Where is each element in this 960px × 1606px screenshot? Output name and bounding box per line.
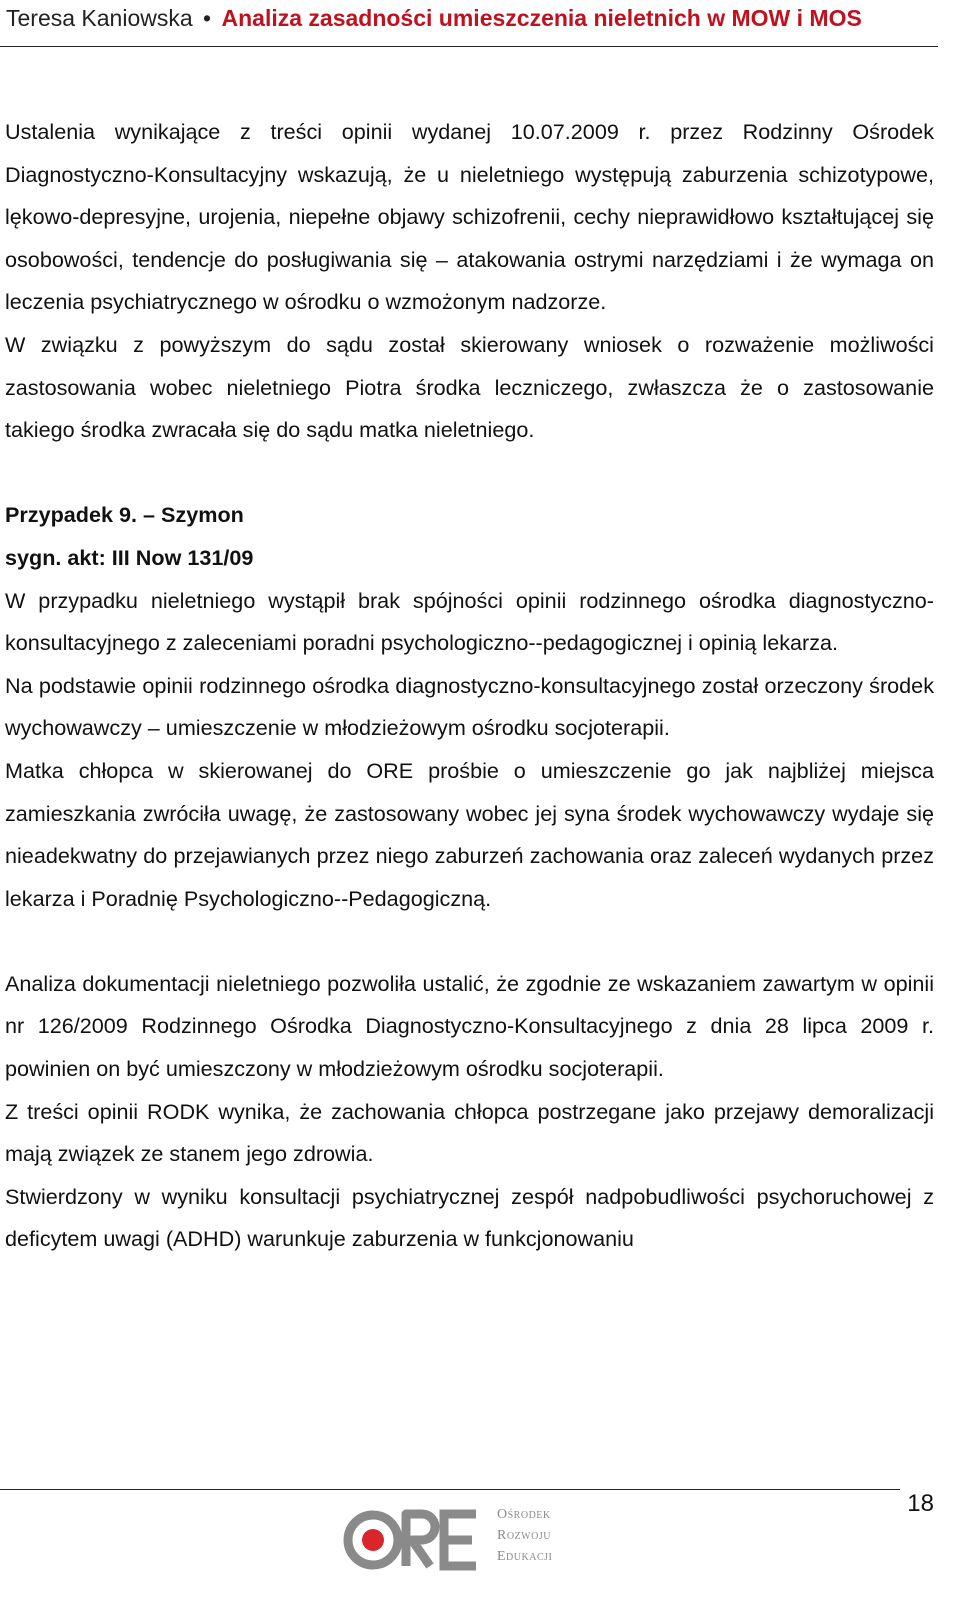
ore-logo: [340, 1498, 570, 1598]
case-signature: sygn. akt: III Now 131/09: [5, 544, 254, 570]
header-author: Teresa Kaniowska: [6, 5, 193, 31]
paragraph: Stwierdzony w wyniku konsultacji psychiatrycznej zespół nadpobudliwości psychoruchowej z deficytem uwagi (ADHD) warunkuje zaburzenia w funkcjonowaniu: [5, 1183, 934, 1252]
paragraph: Z treści opinii RODK wynika, że zachowania chłopca postrzegane jako przejawy demoralizacji mają związek ze stanem jego zdrowia.: [5, 1098, 934, 1167]
logo-line: Ośrodek: [497, 1507, 551, 1522]
paragraph: Ustalenia wynikające z treści opinii wydanej 10.07.2009 r. przez Rodzinny Ośrodek Diagnostyczno-Konsultacyjny wskazują, że u nieletniego występują zaburzenia schizotypowe, lękowo-depresyjne, urojenia, niepełne objawy schizofrenii, cechy nieprawidłowo kształtującej się osobowości, tendencje do posługiwania się – atakowania ostrymi narzędziami i że wymaga on leczenia psychiatrycznego w ośrodku o wzmożonym nadzorze.: [5, 119, 934, 315]
blank-line: [5, 452, 934, 495]
ore-logo-text: [497, 1504, 552, 1567]
paragraph: Na podstawie opinii rodzinnego ośrodka diagnostyczno-konsultacyjnego został orzeczony środek wychowawczy – umieszczenie w młodzieżowym ośrodku socjoterapii.: [5, 672, 934, 741]
header-title: Analiza zasadności umieszczenia nieletnich w MOW i MOS: [221, 5, 862, 31]
page-number: 18: [907, 1490, 934, 1517]
logo-line: Rozwoju: [497, 1528, 551, 1543]
blank-line: [5, 920, 934, 963]
logo-line: Edukacji: [497, 1549, 553, 1564]
header-separator: •: [203, 5, 212, 31]
ore-logo-icon: [340, 1498, 490, 1598]
running-header: [6, 2, 946, 34]
paragraph: W przypadku nieletniego wystąpił brak spójności opinii rodzinnego ośrodka diagnostyczno-konsultacyjnego z zaleceniami poradni psychologiczno-​-pedagogicznej i opinią lekarza.: [5, 587, 934, 656]
header-divider: [0, 46, 938, 47]
paragraph: Matka chłopca w skierowanej do ORE prośbie o umieszczenie go jak najbliżej miejsca zamieszkania zwróciła uwagę, że zastosowany wobec jej syna środek wychowawczy wydaje się nieadekwatny do przejawianych przez niego zaburzeń zachowania oraz zaleceń wydanych przez lekarza i Poradnię Psychologiczno-​-Pedagogiczną.: [5, 757, 934, 911]
footer-divider: [0, 1489, 900, 1490]
document-body: [5, 111, 934, 1261]
paragraph: W związku z powyższym do sądu został skierowany wniosek o rozważenie możliwości zastosowania wobec nieletniego Piotra środka leczniczego, zwłaszcza że o zastosowanie takiego środka zwracała się do sądu matka nieletniego.: [5, 331, 934, 443]
paragraph: Analiza dokumentacji nieletniego pozwoliła ustalić, że zgodnie ze wskazaniem zawartym w opinii nr 126/2009 Rodzinnego Ośrodka Diagnostyczno-Konsultacyjnego z dnia 28 lipca 2009 r. powinien on być umieszczony w młodzieżowym ośrodku socjoterapii.: [5, 970, 934, 1082]
case-title: Przypadek 9. – Szymon: [5, 502, 244, 528]
